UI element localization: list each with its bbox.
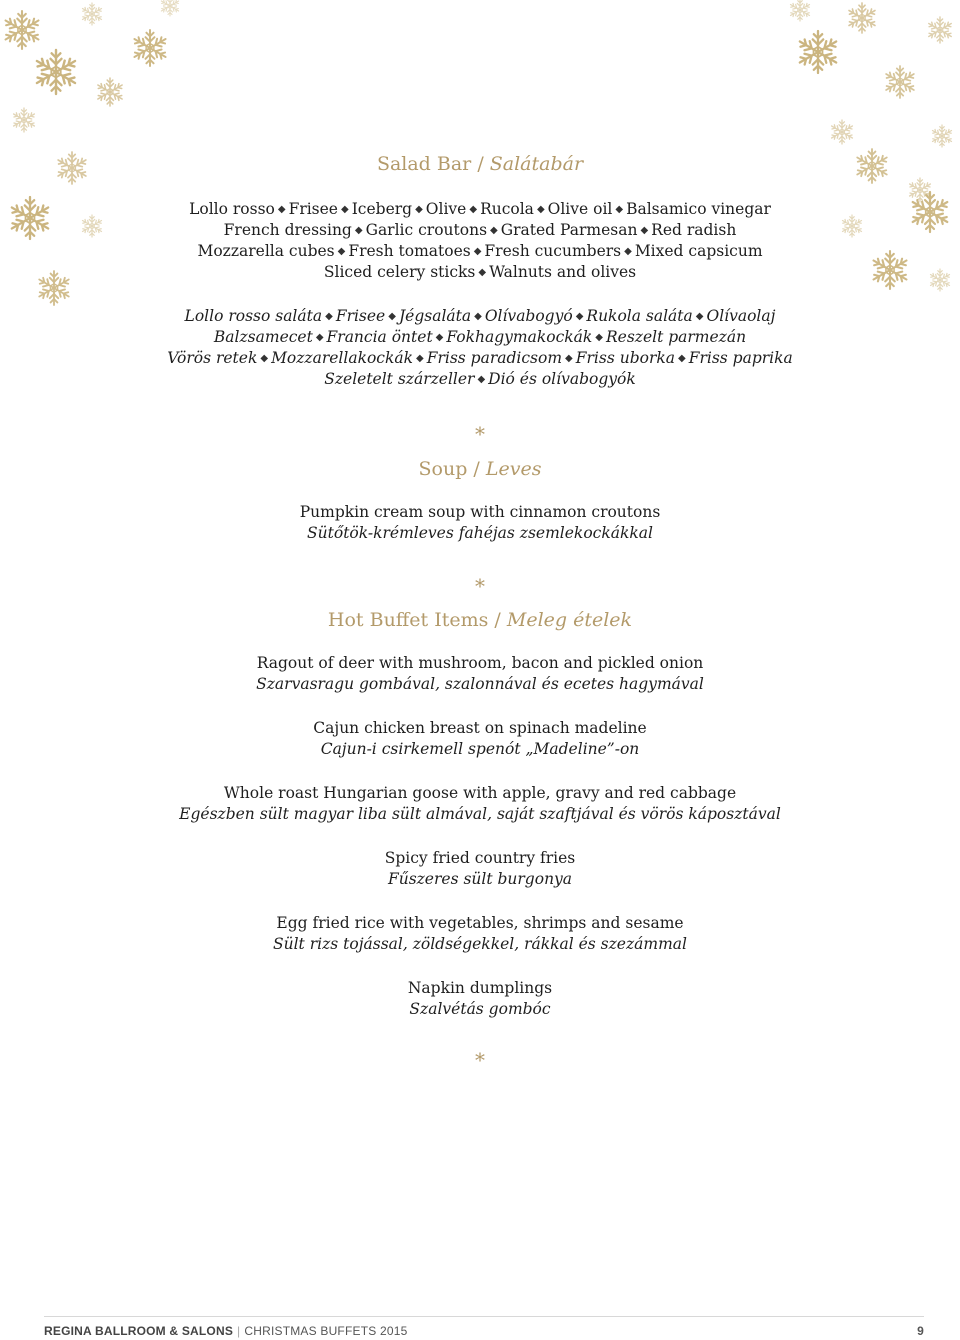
snowflake-icon — [132, 30, 168, 66]
ingredient: Grated Parmesan — [500, 221, 638, 239]
bullet-separator-icon: ◆ — [595, 332, 603, 343]
ingredient: Friss paprika — [688, 349, 793, 367]
bullet-separator-icon: ◆ — [354, 225, 363, 236]
snowflake-icon — [884, 66, 916, 98]
ingredient: Frisee — [335, 307, 386, 325]
bullet-separator-icon: ◆ — [340, 204, 349, 215]
ingredient: Olive — [425, 200, 467, 218]
ingredient: Dió és olívabogyók — [488, 370, 636, 388]
soup-item — [0, 502, 960, 544]
section-separator-star: * — [475, 574, 485, 598]
footer-brand: REGINA BALLROOM & SALONS — [44, 1324, 234, 1338]
ingredient: Balzsamecet — [213, 328, 313, 346]
snowflake-icon — [927, 17, 953, 43]
hot-item-en: Egg fried rice with vegetables, shrimps and sesame — [276, 914, 684, 932]
ingredient: Fresh tomatoes — [348, 242, 471, 260]
ingredient-line — [0, 241, 960, 262]
snowflake-icon — [34, 50, 78, 94]
snowflake-icon — [81, 3, 103, 25]
hot-item-en: Cajun chicken breast on spinach madeline — [313, 719, 647, 737]
ingredient-line — [0, 348, 960, 369]
bullet-separator-icon: ◆ — [490, 225, 498, 236]
snowflake-icon — [789, 0, 811, 21]
salad-bar-heading — [0, 152, 960, 176]
footer-subtitle: CHRISTMAS BUFFETS 2015 — [244, 1324, 408, 1338]
bullet-separator-icon: ◆ — [337, 246, 346, 257]
soup-item-en: Pumpkin cream soup with cinnamon croutons — [299, 503, 661, 521]
page-number: 9 — [917, 1324, 924, 1338]
bullet-separator-icon: ◆ — [260, 353, 269, 364]
snowflake-icon — [96, 78, 124, 106]
hot-item-en: Ragout of deer with mushroom, bacon and pickled onion — [256, 654, 704, 672]
ingredient: French dressing — [223, 221, 352, 239]
ingredient-line — [0, 262, 960, 283]
bullet-separator-icon: ◆ — [565, 353, 573, 364]
bullet-separator-icon: ◆ — [615, 204, 624, 215]
hot-heading-hu: Meleg ételek — [506, 609, 633, 631]
salad-ingredients-english — [0, 199, 960, 283]
salad-heading-en: Salad Bar — [376, 153, 472, 175]
snowflake-icon — [931, 125, 953, 147]
salad-heading-hu: Salátabár — [489, 153, 584, 175]
hot-item-hu: Egészben sült magyar liba sült almával, saját szaftjával és vörös káposztával — [179, 805, 781, 823]
bullet-separator-icon: ◆ — [325, 311, 333, 322]
ingredient: Iceberg — [351, 200, 413, 218]
soup-heading — [0, 457, 960, 481]
section-separator-star: * — [475, 1048, 485, 1072]
hot-item-hu: Fűszeres sült burgonya — [387, 870, 573, 888]
soup-heading-hu: Leves — [485, 458, 542, 480]
bullet-separator-icon: ◆ — [678, 353, 686, 364]
ingredient: Frisee — [288, 200, 338, 218]
ingredient-line — [0, 327, 960, 348]
bullet-separator-icon: ◆ — [415, 204, 423, 215]
bullet-separator-icon: ◆ — [473, 246, 482, 257]
ingredient: Francia öntet — [326, 328, 433, 346]
ingredient: Walnuts and olives — [489, 263, 637, 281]
bullet-separator-icon: ◆ — [388, 311, 396, 322]
hot-buffet-heading — [0, 608, 960, 632]
ingredient-line — [0, 306, 960, 327]
ingredient: Reszelt parmezán — [605, 328, 747, 346]
bullet-separator-icon: ◆ — [536, 204, 545, 215]
ingredient: Mozzarella cubes — [197, 242, 335, 260]
snowflake-icon — [12, 108, 36, 132]
bullet-separator-icon: ◆ — [624, 246, 632, 257]
hot-item-hu: Szalvétás gombóc — [409, 1000, 551, 1018]
bullet-separator-icon: ◆ — [435, 332, 444, 343]
soup-item-hu: Sütőtök-krémleves fahéjas zsemlekockákkal — [307, 524, 653, 542]
bullet-separator-icon: ◆ — [575, 311, 584, 322]
ingredient: Rucola — [480, 200, 534, 218]
ingredient: Friss uborka — [575, 349, 675, 367]
ingredient: Sliced celery sticks — [323, 263, 476, 281]
snowflake-icon — [847, 3, 877, 33]
ingredient: Vörös retek — [167, 349, 258, 367]
hot-item-hu: Szarvasragu gombával, szalonnával és ecetes hagymával — [256, 675, 704, 693]
ingredient: Szeletelt szárzeller — [324, 370, 475, 388]
hot-item — [0, 718, 960, 760]
footer-divider: | — [237, 1324, 241, 1338]
ingredient-line — [0, 199, 960, 220]
ingredient: Olive oil — [547, 200, 613, 218]
ingredient: Olívabogyó — [484, 307, 573, 325]
ingredient: Mixed capsicum — [634, 242, 763, 260]
bullet-separator-icon: ◆ — [416, 353, 424, 364]
snowflake-icon — [3, 11, 41, 49]
soup-heading-en: Soup — [418, 458, 468, 480]
hot-item-en: Whole roast Hungarian goose with apple, gravy and red cabbage — [223, 784, 737, 802]
bullet-separator-icon: ◆ — [695, 311, 704, 322]
bullet-separator-icon: ◆ — [477, 374, 486, 385]
hot-item-hu: Cajun-i csirkemell spenót „Madeline”-on — [320, 740, 640, 758]
hot-item — [0, 653, 960, 695]
hot-heading-en: Hot Buffet Items — [327, 609, 489, 631]
section-separator-star: * — [475, 422, 485, 446]
bullet-separator-icon: ◆ — [478, 267, 487, 278]
ingredient: Friss paradicsom — [426, 349, 563, 367]
bullet-separator-icon: ◆ — [469, 204, 478, 215]
heading-separator: / — [477, 153, 484, 175]
salad-ingredients-hungarian — [0, 306, 960, 390]
footer-divider-line — [44, 1316, 924, 1317]
heading-separator: / — [473, 458, 480, 480]
hot-item-hu: Sült rizs tojással, zöldségekkel, rákkal és szezámmal — [273, 935, 687, 953]
bullet-separator-icon: ◆ — [474, 311, 482, 322]
ingredient: Mozzarellakockák — [271, 349, 414, 367]
ingredient: Garlic croutons — [365, 221, 488, 239]
ingredient: Fresh cucumbers — [484, 242, 622, 260]
page-footer — [44, 1324, 924, 1338]
hot-item-en: Napkin dumplings — [407, 979, 553, 997]
hot-item — [0, 978, 960, 1020]
ingredient: Jégsaláta — [398, 307, 472, 325]
hot-item — [0, 848, 960, 890]
bullet-separator-icon: ◆ — [640, 225, 649, 236]
ingredient: Olívaolaj — [706, 307, 776, 325]
hot-item-en: Spicy fried country fries — [384, 849, 576, 867]
ingredient-line — [0, 220, 960, 241]
ingredient: Rukola saláta — [586, 307, 693, 325]
snowflake-icon — [830, 120, 854, 144]
bullet-separator-icon: ◆ — [315, 332, 324, 343]
ingredient: Balsamico vinegar — [626, 200, 771, 218]
snowflake-icon — [797, 31, 839, 73]
ingredient-line — [0, 369, 960, 390]
hot-item — [0, 783, 960, 825]
ingredient: Red radish — [651, 221, 737, 239]
heading-separator: / — [494, 609, 501, 631]
ingredient: Fokhagymakockák — [446, 328, 593, 346]
ingredient: Lollo rosso — [189, 200, 275, 218]
snowflake-icon — [160, 0, 180, 16]
ingredient: Lollo rosso saláta — [184, 307, 323, 325]
hot-item — [0, 913, 960, 955]
bullet-separator-icon: ◆ — [277, 204, 286, 215]
